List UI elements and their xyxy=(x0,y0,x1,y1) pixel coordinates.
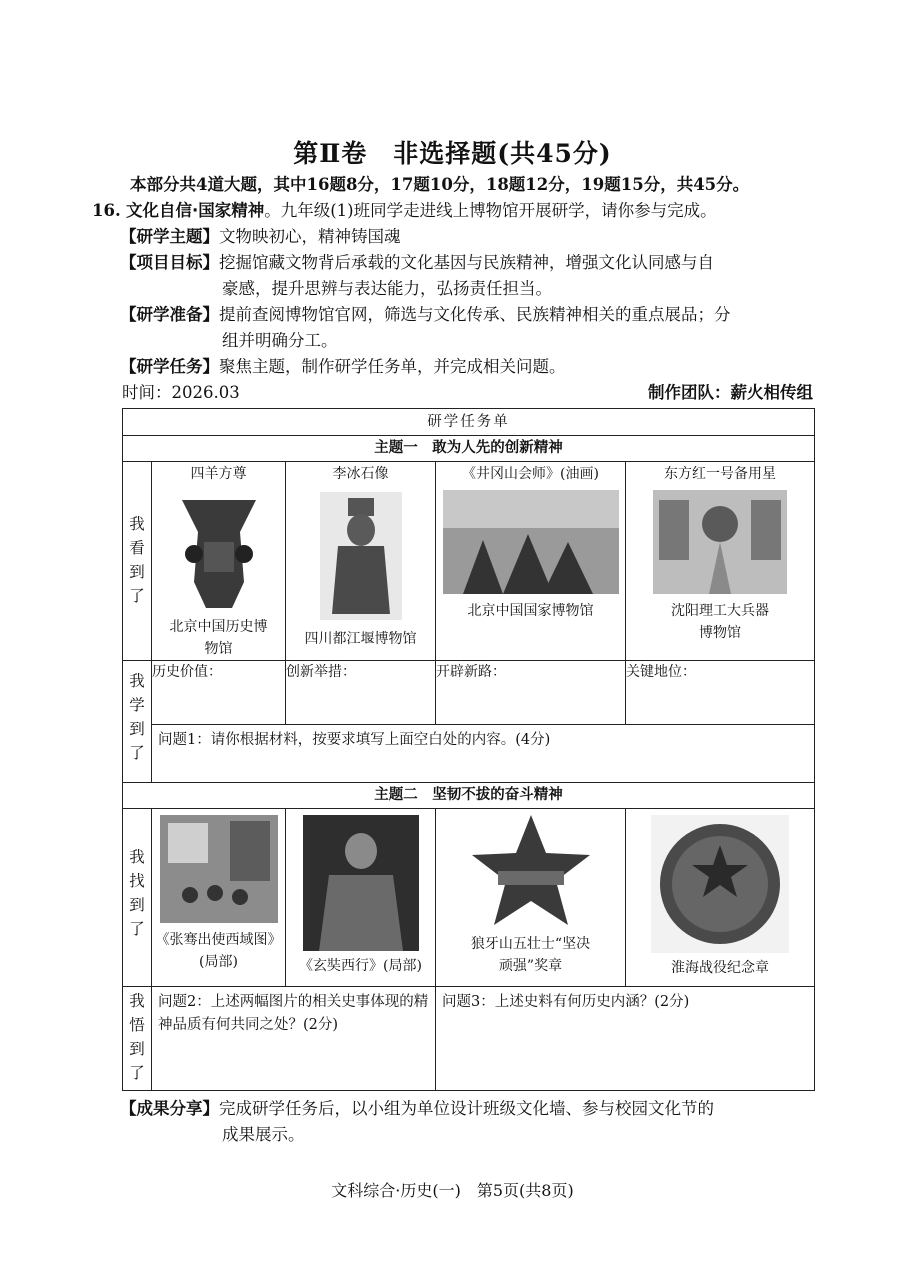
row-label-find: 我找到了 xyxy=(123,809,152,987)
item-prep xyxy=(120,302,731,328)
item-text: 提前查阅博物馆官网，筛选与文化传承、民族精神相关的重点展品；分 xyxy=(219,305,731,324)
item-theme xyxy=(120,224,401,250)
item-label: 【研学主题】 xyxy=(120,227,219,246)
relic-caption: 狼牙山五壮士“坚决顽强”奖章 xyxy=(470,936,591,974)
bronze-vessel-photo xyxy=(174,492,264,612)
relic-cell xyxy=(626,809,815,987)
intro-text: 本部分共4道大题，其中16题8分，17题10分，18题12分，19题15分，共45分。 xyxy=(130,175,750,194)
share-text: 完成研学任务后，以小组为单位设计班级文化墙、参与校园文化节的 xyxy=(219,1099,714,1118)
meta-time: 时间：2026.03 xyxy=(122,383,240,402)
question-16 xyxy=(92,198,717,224)
item-task xyxy=(120,354,566,380)
item-label: 【研学任务】 xyxy=(120,357,219,376)
question-3: 问题3：上述史料有何历史内涵？(2分) xyxy=(436,987,815,1091)
item-prep-cont: 组并明确分工。 xyxy=(222,331,338,350)
satellite-photo xyxy=(653,490,787,594)
item-text: 文物映初心，精神铸国魂 xyxy=(219,227,401,246)
question-1: 问题1：请你根据材料，按要求填写上面空白处的内容。(4分) xyxy=(152,725,815,783)
star-medal-photo xyxy=(468,813,594,929)
theme-one-title: 主题一 敢为人先的创新精神 xyxy=(123,436,815,462)
round-badge-photo xyxy=(651,815,789,953)
share-item xyxy=(120,1096,714,1122)
meta-team: 制作团队：薪火相传组 xyxy=(648,383,813,402)
table-header: 研学任务单 xyxy=(123,409,815,436)
learn-innovation[interactable]: 创新举措： xyxy=(286,661,436,725)
question-text: 。九年级(1)班同学走进线上博物馆开展研学，请你参与完成。 xyxy=(264,201,717,220)
artifact-place: 四川都江堰博物馆 xyxy=(304,631,417,647)
row-label-see: 我看到了 xyxy=(123,462,152,661)
mural-photo xyxy=(160,815,278,923)
artifact-place: 北京中国国家博物馆 xyxy=(467,603,594,619)
artifact-cell xyxy=(626,462,815,661)
item-text: 挖掘馆藏文物背后承载的文化基因与民族精神，增强文化认同感与自 xyxy=(219,253,714,272)
share-label: 【成果分享】 xyxy=(120,1099,219,1118)
relic-cell xyxy=(286,809,436,987)
relic-caption: 淮海战役纪念章 xyxy=(671,960,770,976)
theme-two-title: 主题二 坚韧不拔的奋斗精神 xyxy=(123,783,815,809)
question-number: 16. xyxy=(92,201,121,220)
learn-history-value[interactable]: 历史价值： xyxy=(152,661,286,725)
share-text-cont: 成果展示。 xyxy=(222,1125,305,1144)
artifact-cell xyxy=(286,462,436,661)
row-label-learn: 我学到了 xyxy=(123,661,152,783)
item-text: 聚焦主题，制作研学任务单，并完成相关问题。 xyxy=(219,357,566,376)
item-goal xyxy=(120,250,714,276)
artifact-cell xyxy=(152,462,286,661)
learn-new-road[interactable]: 开辟新路： xyxy=(436,661,626,725)
question-heading: 文化自信·国家精神 xyxy=(125,201,265,220)
section-title: 第Ⅱ卷 非选择题(共45分) xyxy=(293,139,612,168)
monk-painting-photo xyxy=(303,815,419,951)
relic-cell xyxy=(436,809,626,987)
artifact-place: 沈阳理工大兵器博物馆 xyxy=(671,603,770,641)
page-footer: 文科综合·历史(一) 第5页(共8页) xyxy=(331,1181,574,1200)
item-goal-cont: 豪感，提升思辨与表达能力，弘扬责任担当。 xyxy=(222,279,552,298)
item-label: 【研学准备】 xyxy=(120,305,219,324)
row-label-realize: 我悟到了 xyxy=(123,987,152,1091)
learn-key-position[interactable]: 关键地位： xyxy=(626,661,815,725)
artifact-name: 《井冈山会师》(油画) xyxy=(462,466,599,482)
artifact-place: 北京中国历史博物馆 xyxy=(169,619,268,657)
artifact-name: 四羊方尊 xyxy=(190,466,247,482)
question-2: 问题2：上述两幅图片的相关史事体现的精神品质有何共同之处？(2分) xyxy=(152,987,436,1091)
artifact-name: 东方红一号备用星 xyxy=(664,466,777,482)
artifact-name: 李冰石像 xyxy=(332,466,389,482)
relic-cell xyxy=(152,809,286,987)
oil-painting-photo xyxy=(443,490,619,594)
stone-statue-photo xyxy=(320,492,402,620)
task-table xyxy=(122,408,815,1091)
relic-caption: 《张骞出使西域图》(局部) xyxy=(155,932,282,970)
item-label: 【项目目标】 xyxy=(120,253,219,272)
artifact-cell xyxy=(436,462,626,661)
relic-caption: 《玄奘西行》(局部) xyxy=(299,958,422,974)
